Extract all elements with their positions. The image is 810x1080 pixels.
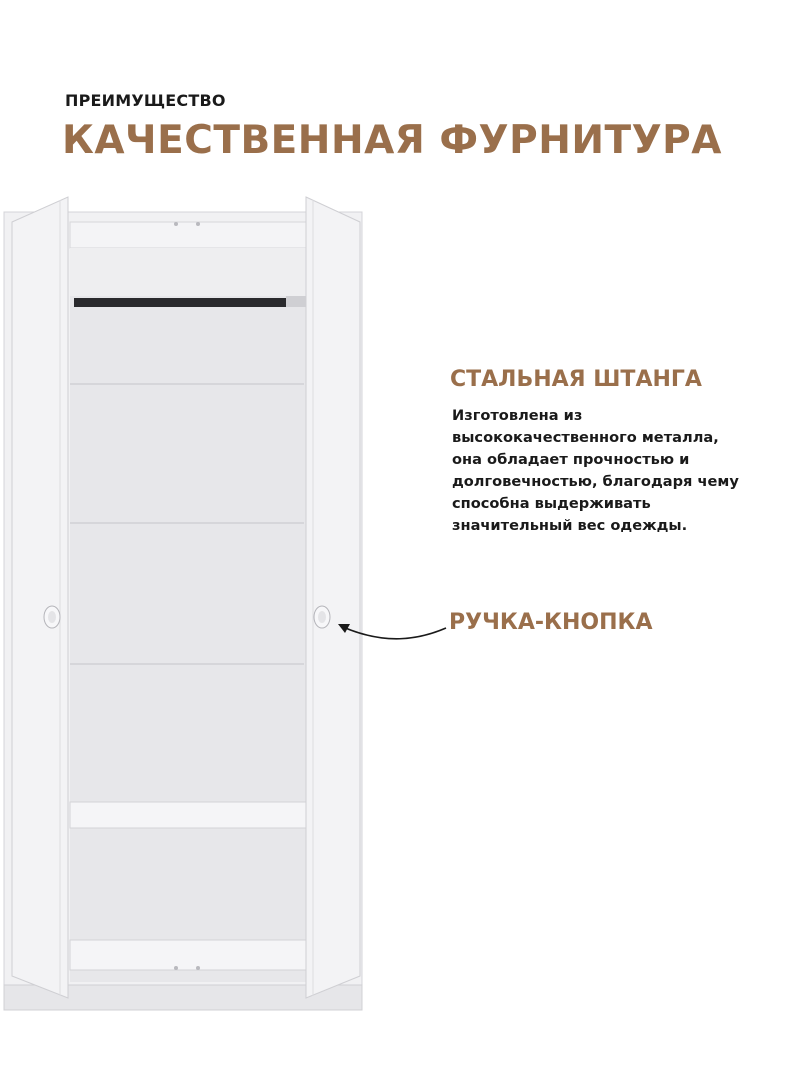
description-line: Изготовлена из (452, 407, 583, 424)
description-line: она обладает прочностью и (452, 451, 690, 468)
description-line: значительный вес одежды. (452, 517, 688, 534)
description-line: высококачественного металла, (452, 429, 719, 446)
rod-feature-description (452, 405, 792, 537)
handle-feature-title: РУЧКА-КНОПКА (449, 610, 653, 635)
description-line: долговечностью, благодаря чему (452, 473, 739, 490)
rod-feature-title: СТАЛЬНАЯ ШТАНГА (450, 367, 702, 392)
eyebrow-label: ПРЕИМУЩЕСТВО (65, 91, 226, 110)
page-title: КАЧЕСТВЕННАЯ ФУРНИТУРА (62, 118, 722, 163)
description-line: способна выдерживать (452, 495, 651, 512)
